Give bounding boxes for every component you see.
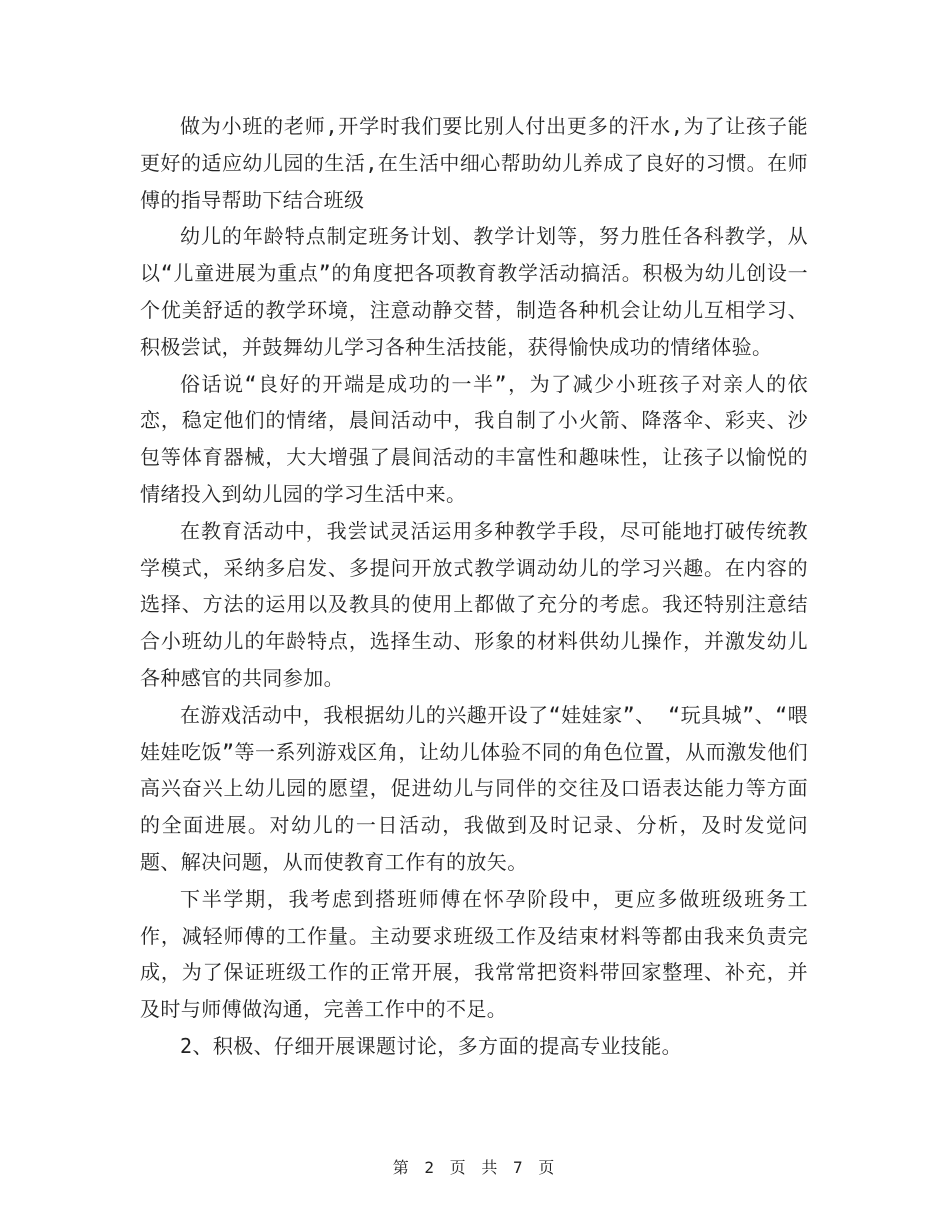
page-number-footer: 第 2 页 共 7 页: [392, 1158, 558, 1177]
paragraph: 俗话说“良好的开端是成功的一半”，为了减少小班孩子对亲人的依恋，稳定他们的情绪，晨间活动中，我自制了小火箭、降落伞、彩夹、沙包等体育器械，大大增强了晨间活动的丰富性和趣味性，让孩子以愉悦的情绪投入到幼儿园的学习生活中来。: [140, 371, 808, 506]
paragraph: 在教育活动中，我尝试灵活运用多种教学手段，尽可能地打破传统教学模式，采纳多启发、多提问开放式教学调动幼儿的学习兴趣。在内容的选择、方法的运用以及教具的使用上都做了充分的考虑。我还特别注意结合小班幼儿的年龄特点，选择生动、形象的材料供幼儿操作，并激发幼儿各种感官的共同参加。: [140, 518, 808, 690]
paragraph: 下半学期，我考虑到搭班师傅在怀孕阶段中，更应多做班级班务工作，减轻师傅的工作量。主动要求班级工作及结束材料等都由我来负责完成，为了保证班级工作的正常开展，我常常把资料带回家整理、补充，并及时与师傅做沟通，完善工作中的不足。: [140, 886, 808, 1022]
paragraph: 做为小班的老师,开学时我们要比别人付出更多的汗水,为了让孩子能更好的适应幼儿园的生活,在生活中细心帮助幼儿养成了良好的习惯。在师傅的指导帮助下结合班级: [140, 114, 808, 212]
paragraph: 2、积极、仔细开展课题讨论，多方面的提高专业技能。: [180, 1033, 683, 1058]
paragraph: 幼儿的年龄特点制定班务计划、教学计划等，努力胜任各科教学，从以“儿童进展为重点”的角度把各项教育教学活动搞活。积极为幼儿创设一个优美舒适的教学环境，注意动静交替，制造各种机会让幼儿互相学习、积极尝试，并鼓舞幼儿学习各种生活技能，获得愉快成功的情绪体验。: [140, 224, 808, 359]
document-body: [140, 108, 808, 1065]
paragraph: 在游戏活动中，我根据幼儿的兴趣开设了“娃娃家”、 “玩具城”、“喂娃娃吃饭”等一系列游戏区角，让幼儿体验不同的角色位置，从而激发他们高兴奋兴上幼儿园的愿望，促进幼儿与同伴的交往及口语表达能力等方面的全面进展。对幼儿的一日活动，我做到及时记录、分析，及时发觉问题、解决问题，从而使教育工作有的放矢。: [140, 702, 808, 874]
